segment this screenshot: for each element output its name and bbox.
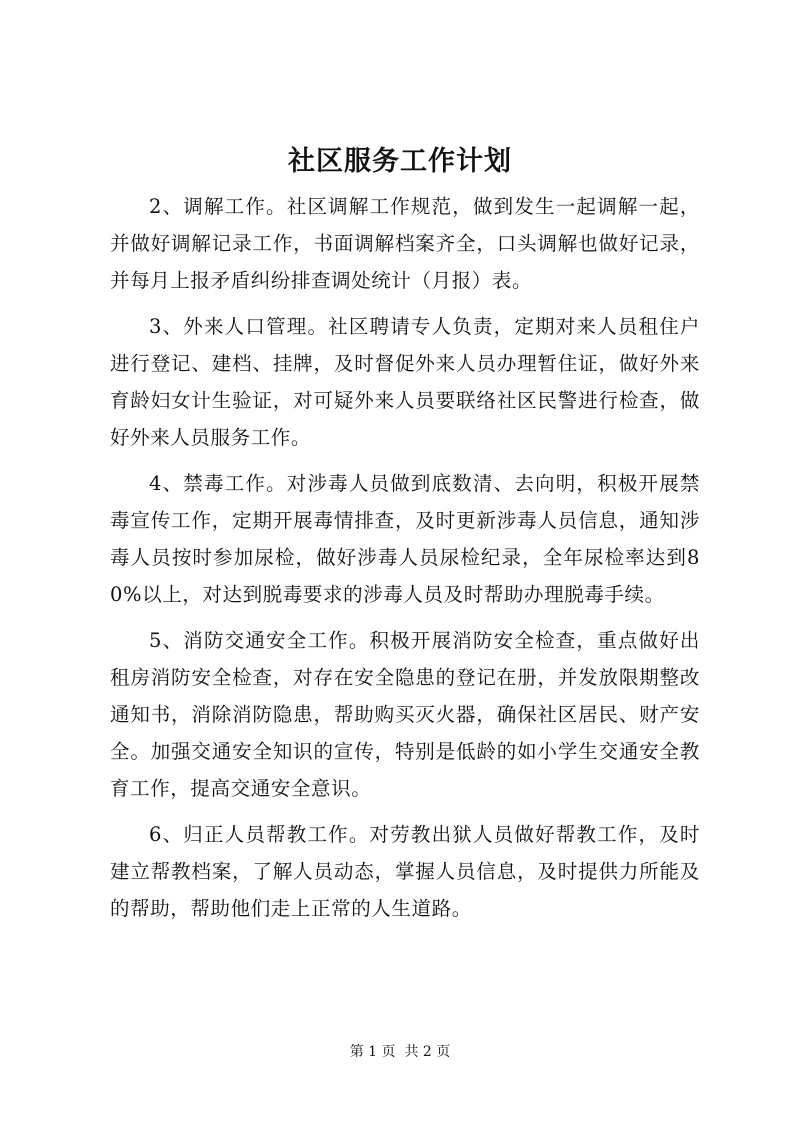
page-footer: 第 1 页 共 2 页: [349, 1044, 451, 1060]
paragraph-rehabilitation: 6、归正人员帮教工作。对劳教出狱人员做好帮教工作，及时建立帮教档案，了解人员动态，掌握人员信息，及时提供力所能及的帮助，帮助他们走上正常的人生道路。: [110, 823, 700, 920]
page-title: 社区服务工作计划: [288, 146, 512, 177]
paragraph-fire-traffic-safety: 5、消防交通安全工作。积极开展消防安全检查，重点做好出租房消防安全检查，对存在安全隐患的登记在册，并发放限期整改通知书，消除消防隐患，帮助购买灭火器，确保社区居民、财产安全。加强交通安全知识的宣传，特别是低龄的如小学生交通安全教育工作，提高交通安全意识。: [110, 629, 700, 800]
document-body: [110, 188, 700, 936]
paragraph-migrant-management: 3、外来人口管理。社区聘请专人负责，定期对来人员租住户进行登记、建档、挂牌，及时督促外来人员办理暂住证，做好外来育龄妇女计生验证，对可疑外来人员要联络社区民警进行检查，做好外来人员服务工作。: [110, 315, 700, 449]
paragraph-drug-control: 4、禁毒工作。对涉毒人员做到底数清、去向明，积极开展禁毒宣传工作，定期开展毒情排查，及时更新涉毒人员信息，通知涉毒人员按时参加尿检，做好涉毒人员尿检纪录，全年尿检率达到80%以上，对达到脱毒要求的涉毒人员及时帮助办理脱毒手续。: [110, 472, 700, 606]
paragraph-mediation: 2、调解工作。社区调解工作规范，做到发生一起调解一起，并做好调解记录工作，书面调解档案齐全，口头调解也做好记录，并每月上报矛盾纠纷排查调处统计（月报）表。: [110, 195, 700, 292]
